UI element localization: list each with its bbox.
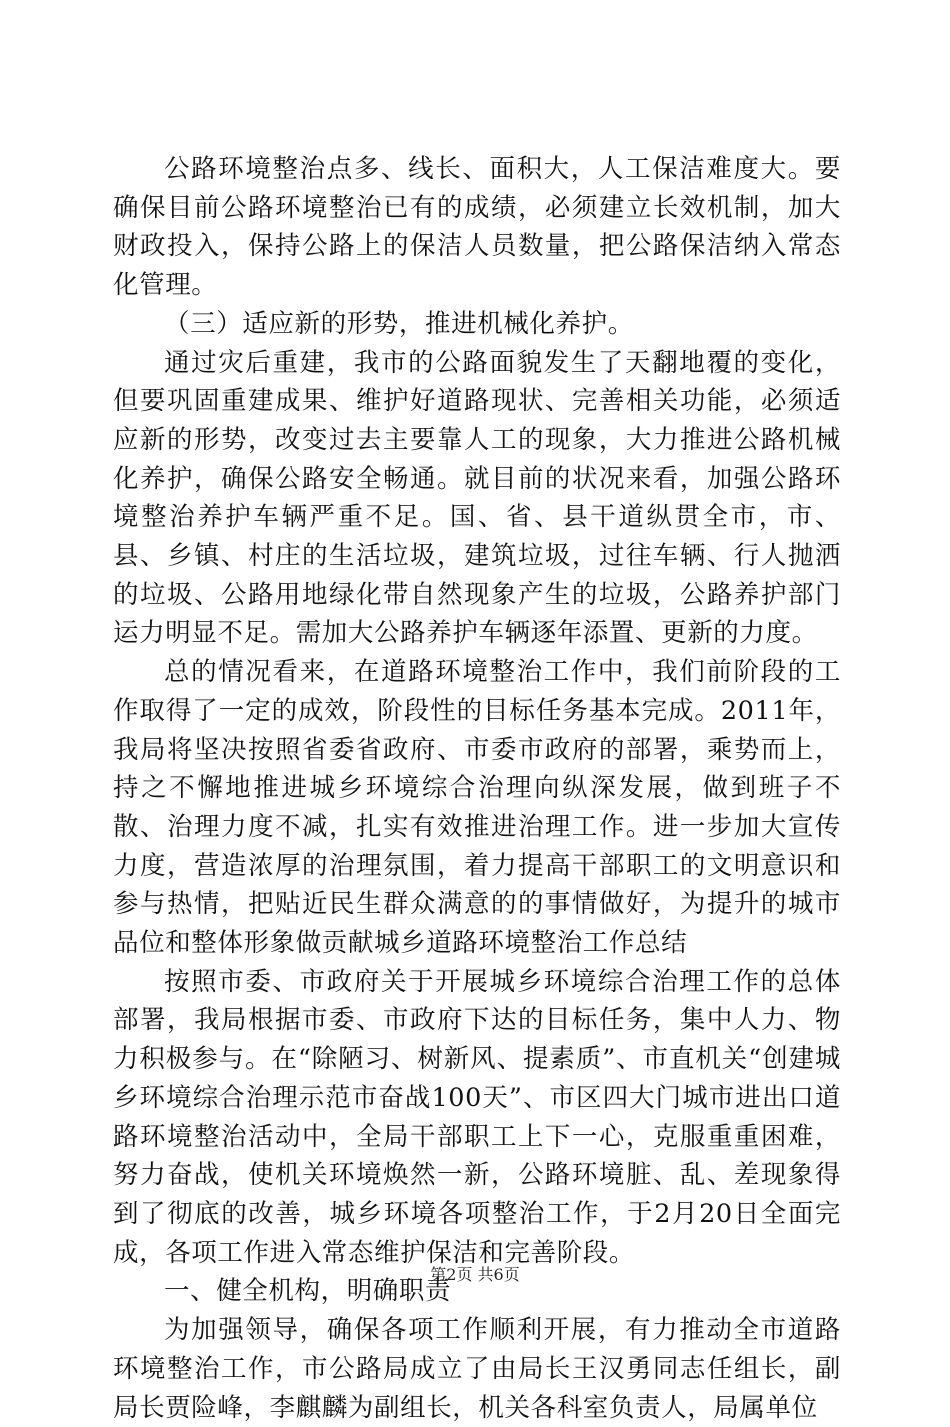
paragraph-summary: 总的情况看来，在道路环境整治工作中，我们前阶段的工作取得了一定的成效，阶段性的目标任务基本完成。2011年，我局将坚决按照省委省政府、市委市政府的部署，乘势而上，持之不懈地推进城乡环境综合治理向纵深发展，做到班子不散、治理力度不减，扎实有效推进治理工作。进一步加大宣传力度，营造浓厚的治理氛围，着力提高干部职工的文明意识和参与热情，把贴近民生群众满意的的事情做好，为提升的城市品位和整体形象做贡献城乡道路环境整治工作总结 bbox=[113, 657, 841, 959]
section-heading-organization: 一、健全机构，明确职责 bbox=[164, 1276, 452, 1307]
section-heading-mechanized-maintenance: （三）适应新的形势，推进机械化养护。 bbox=[164, 308, 634, 339]
paragraph-cleaning: 公路环境整治点多、线长、面积大，人工保洁难度大。要确保目前公路环境整治已有的成绩，必须建立长效机制，加大财政投入，保持公路上的保洁人员数量，把公路保洁纳入常态化管理。 bbox=[113, 154, 841, 301]
document-body bbox=[113, 150, 841, 1427]
paragraph-deployment: 按照市委、市政府关于开展城乡环境综合治理工作的总体部署，我局根据市委、市政府下达的目标任务，集中人力、物力积极参与。在“除陋习、树新风、提素质”、市直机关“创建城乡环境综合治理示范市奋战100天”、市区四大门城市进出口道路环境整治活动中，全局干部职工上下一心，克服重重困难，努力奋战，使机关环境焕然一新，公路环境脏、乱、差现象得到了彻底的改善，城乡环境各项整治工作，于2月20日全面完成，各项工作进入常态维护保洁和完善阶段。 bbox=[113, 966, 841, 1268]
page-number-footer: 第2页 共6页 bbox=[430, 1265, 520, 1284]
paragraph-reconstruction: 通过灾后重建，我市的公路面貌发生了天翻地覆的变化，但要巩固重建成果、维护好道路现状、完善相关功能，必须适应新的形势，改变过去主要靠人工的现象，大力推进公路机械化养护，确保公路安全畅通。就目前的状况来看，加强公路环境整治养护车辆严重不足。国、省、县干道纵贯全市，市、县、乡镇、村庄的生活垃圾，建筑垃圾，过往车辆、行人抛洒的垃圾、公路用地绿化带自然现象产生的垃圾，公路养护部门运力明显不足。需加大公路养护车辆逐年添置、更新的力度。 bbox=[113, 347, 841, 649]
paragraph-leadership: 为加强领导，确保各项工作顺利开展，有力推动全市道路环境整治工作，市公路局成立了由局长王汉勇同志任组长，副局长贾险峰，李麒麟为副组长，机关各科室负责人，局属单位 bbox=[113, 1315, 841, 1423]
